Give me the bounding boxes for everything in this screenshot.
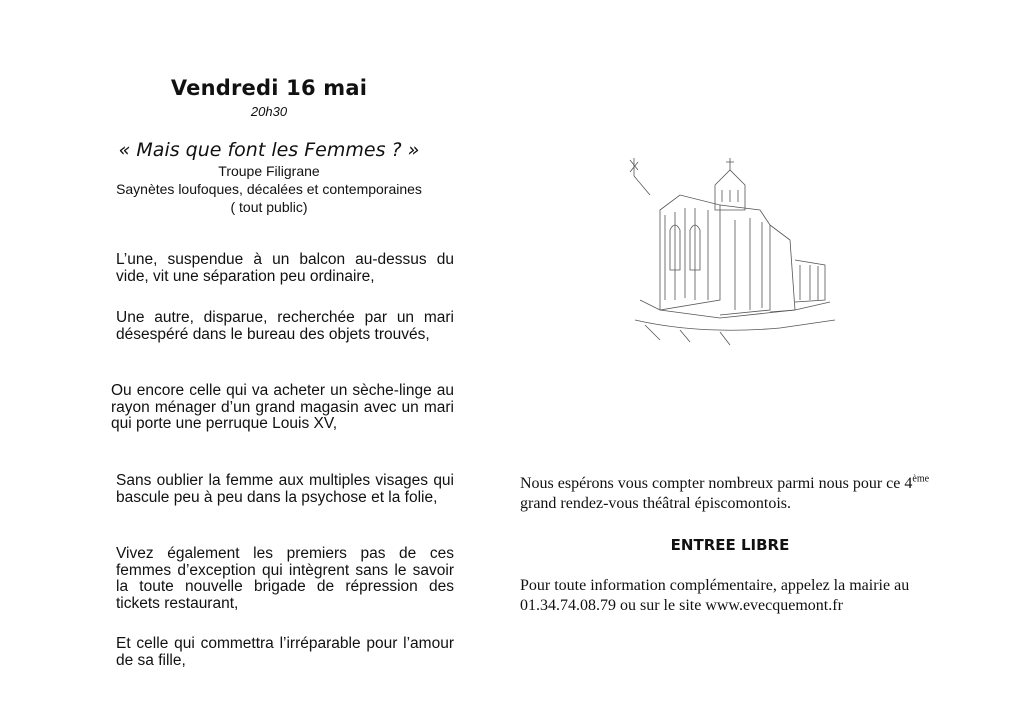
hope-text <box>520 474 940 514</box>
event-date: Vendredi 16 mai <box>170 76 368 100</box>
paragraph-5: Vivez également les premiers pas de ces femmes d’exception qui intègrent sans le savoir la toute nouvelle brigade de répression des tickets restaurant, <box>116 545 454 612</box>
church-sketch-icon <box>620 150 840 350</box>
hope-text-superscript: ème <box>912 473 930 485</box>
contact-info: Pour toute information complémentaire, appelez la mairie au 01.34.74.08.79 ou sur le site www.evecquemont.fr <box>520 577 910 614</box>
troupe-name: Troupe Filigrane <box>218 163 320 179</box>
entry-free-label: ENTREE LIBRE <box>670 536 790 554</box>
audience-note: ( tout public) <box>230 199 308 215</box>
hope-text-part-1: Nous espérons vous compter nombreux parmi nous pour ce 4 <box>520 475 913 492</box>
paragraph-4: Sans oublier la femme aux multiples visages qui bascule peu à peu dans la psychose et la folie, <box>116 472 454 506</box>
paragraph-3: Ou encore celle qui va acheter un sèche-linge au rayon ménager d’un grand magasin avec un mari qui porte une perruque Louis XV, <box>111 382 454 433</box>
hope-text-part-2: grand rendez-vous théâtral épiscomontois. <box>520 495 792 512</box>
paragraph-1: L’une, suspendue à un balcon au-dessus du vide, vit une séparation peu ordinaire, <box>116 251 454 285</box>
paragraph-2: Une autre, disparue, recherchée par un mari désespéré dans le bureau des objets trouvés, <box>116 309 454 343</box>
paragraph-6: Et celle qui commettra l’irréparable pour l’amour de sa fille, <box>116 635 454 669</box>
play-description: Saynètes loufoques, décalées et contemporaines <box>116 181 422 197</box>
play-title: « Mais que font les Femmes ? » <box>118 139 420 161</box>
event-time: 20h30 <box>250 104 288 119</box>
